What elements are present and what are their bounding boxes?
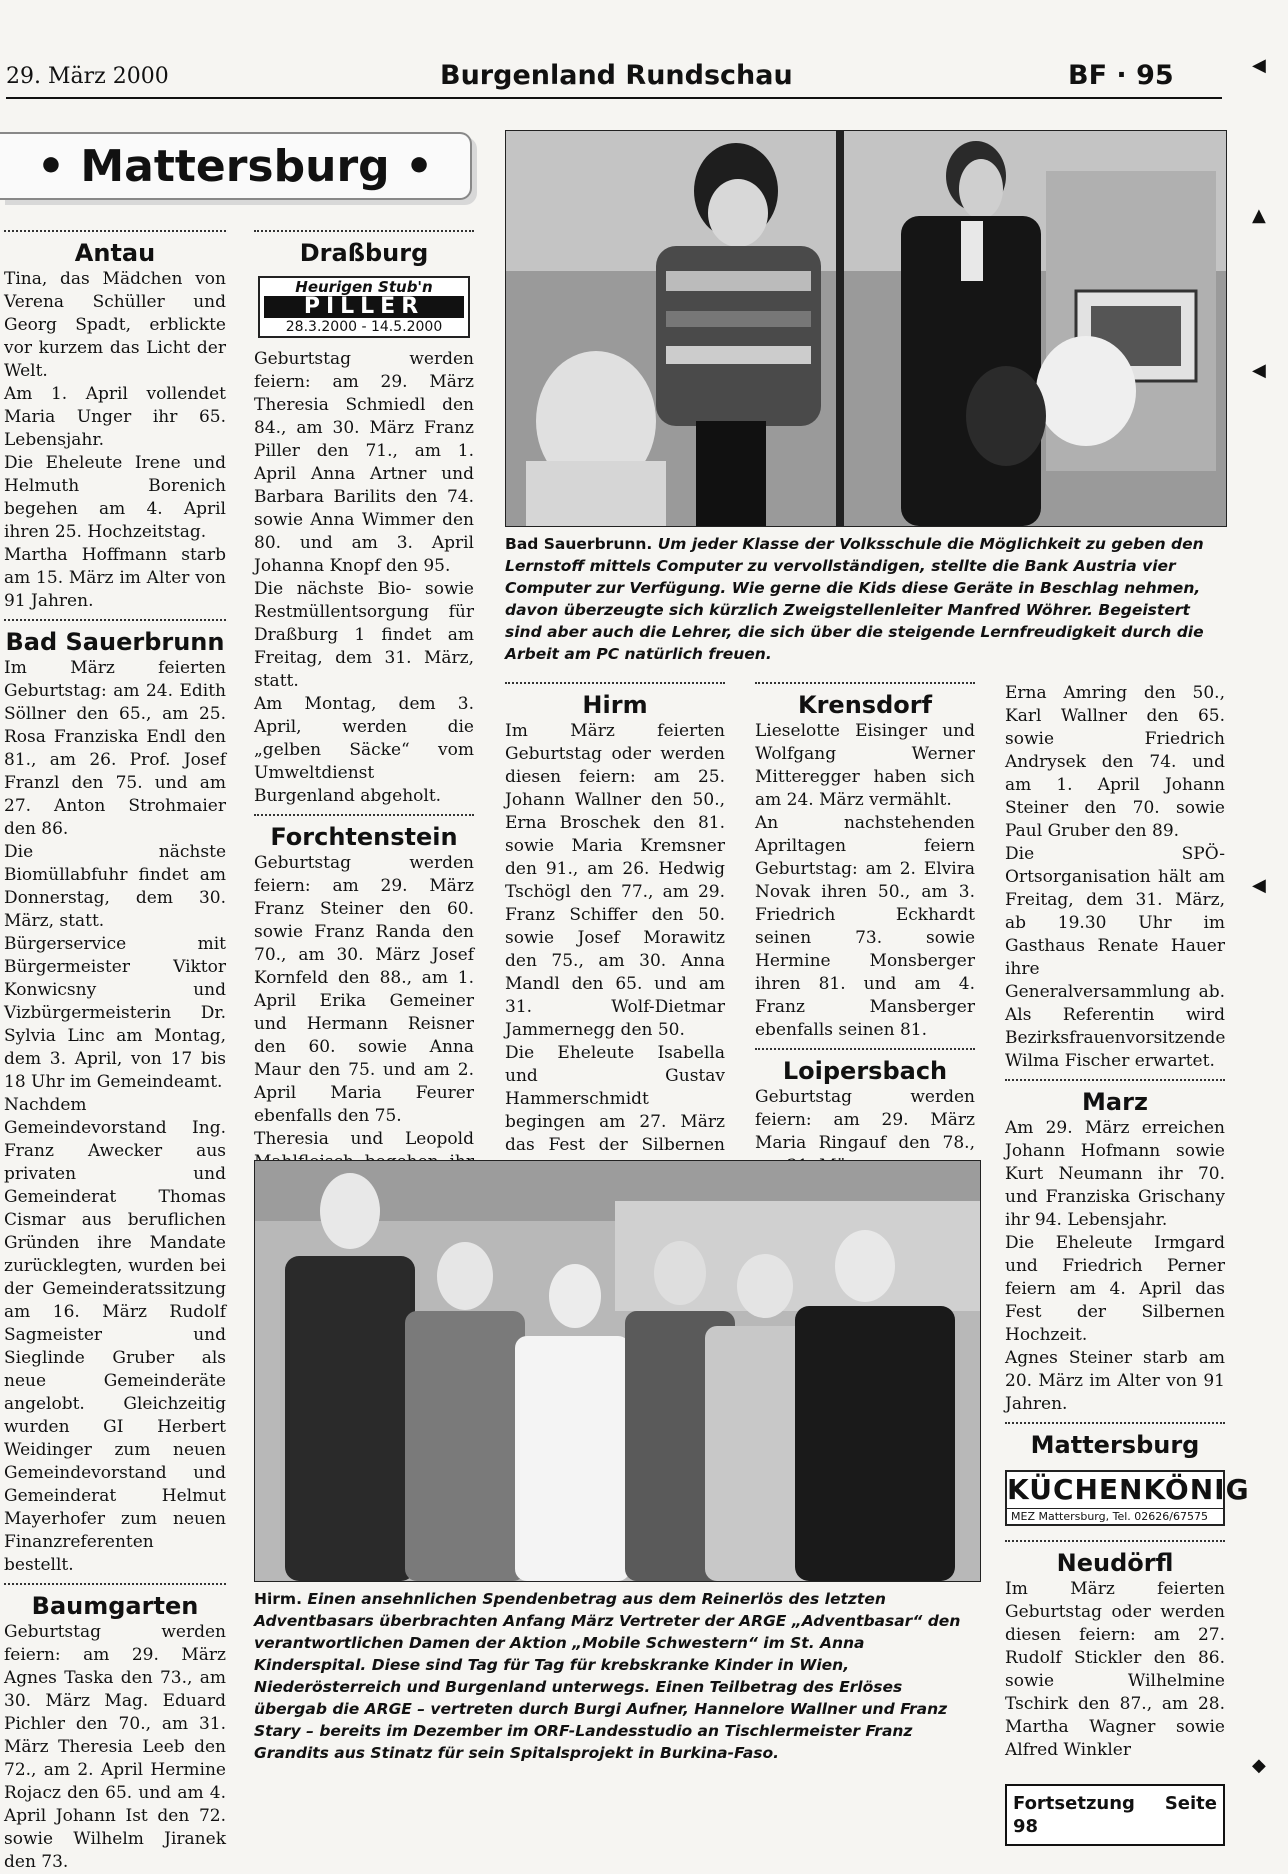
- article-loipersbach: Geburtstag werden feiern: am 29. März Maria Ringauf den 78.,: [755, 1087, 975, 1153]
- ad-kk-line1: KÜCHENKÖNIG: [1007, 1473, 1250, 1506]
- column-5: [1005, 682, 1250, 1846]
- newspaper-title: Burgenland Rundschau: [440, 60, 793, 91]
- ad-piller-line3: 28.3.2000 - 14.5.2000: [285, 319, 443, 335]
- article-neudoerfl: Im März feierten Geburtstag oder werden diesen feiern: am 27. Rudolf Stickler den 86. sowie Wilhelmine Tschirk den 87., am 28. Martha Wagner sowie Alfred Winkler: [1005, 1579, 1225, 1760]
- article-loipersbach-continued: Erna Amring den 50., Karl Wallner den 65. sowie Friedrich Andrysek den 74. und am 1. April Johann Steiner den 70. sowie Paul Gruber den 89. Die SPÖ-Ortsorganisation hält am Freitag, dem 31. März, ab 19.30 Uhr im Gasthaus Renate Hauer ihre Generalversammlung ab. Als Referentin wird Bezirksfrauenvorsitzende Wilma Fischer erwartet.: [1005, 683, 1226, 1071]
- heading-antau: Antau: [4, 230, 226, 268]
- heading-bad-sauerbrunn: Bad Sauerbrunn: [4, 619, 226, 657]
- heading-marz: Marz: [1005, 1079, 1225, 1117]
- heading-loipersbach: Loipersbach: [755, 1048, 975, 1086]
- ad-piller-line2: PILLER: [264, 296, 464, 318]
- ad-kk-line2: MEZ Mattersburg, Tel. 02626/67575: [1007, 1508, 1223, 1524]
- article-hirm: Im März feierten Geburtstag oder werden diesen feiern: am 25. Johann Wallner den 50., Erna Broschek den 81. sowie Maria Kremsner den 91., am 26. Hedwig Tschögl den 77., am 29. Franz Schiffer den 50. sowie Josef Morawitz den 75., am 30. Anna Mandl den 65. und am 31. Wolf-Dietmar Jammernegg den 50. Die Eheleute Isabella und Gustav Hammerschmidt begingen am 27. März das Fest der Silbernen: [505, 721, 725, 1155]
- ad-kuechenkoenig: [1005, 1470, 1250, 1526]
- header-rule: [6, 97, 1222, 99]
- heading-drassburg: Draßburg: [254, 230, 474, 268]
- scan-mark: ◀: [1252, 360, 1266, 381]
- caption2-text: Einen ansehnlichen Spendenbetrag aus dem Reinerlös des letzten Adventbasars überbrachten Anfang März Vertreter der ARGE „Adventbasar“ den verantwortlichen Damen der Aktion „Mobile Schwestern“ im St. Anna Kinderspital. Diese sind Tag für Tag für krebskranke Kinder in Wien, Niederösterreich und Burgenland unterwegs. Einen Teilbetrag des Erlöses übergab die ARGE – vertreten durch Burgi Aufner, Hannelore Wallner und Franz Stary – bereits im Dezember im ORF-Landesstudio an Tischlermeister Franz Grandits aus Stinatz für sein Spitalsprojekt in Burkina-Faso.: [254, 1590, 961, 1762]
- column-3: [505, 682, 725, 1180]
- issue-date: 29. März 2000: [6, 64, 169, 89]
- article-bad-sauerbrunn: Im März feierten Geburtstag: am 24. Edith Söllner den 65., am 25. Rosa Franziska Endl den 81., am 26. Prof. Josef Franzl den 75. und am 27. Anton Strohmaier den 86. Die nächste Biomüllabfuhr findet am Donnerstag, dem 30. März, statt. Bürgerservice mit Bürgermeister Viktor Konwicsny und Vizbürgermeisterin Dr. Sylvia Linc am Montag, dem 3. April, von 17 bis 18 Uhr im Gemeindeamt. Nachdem Gemeindevorstand Ing. Franz Awecker aus privaten und Gemeinderat Thomas Cismar aus beruflichen Gründen ihre Mandate zurücklegten, wurden bei der Gemeinderatssitzung am 16. März Rudolf Sagmeister und Sieglinde Gruber als neue Gemeinderäte angelobt. Gleichzeitig wurden GI Herbert Weidinger zum neuen Gemeindevorstand und Gemeinderat Helmut Mayerhofer zum neuen Finanzreferenten bestellt.: [4, 658, 226, 1575]
- heading-hirm: Hirm: [505, 682, 725, 720]
- scan-mark: ◀: [1252, 55, 1266, 76]
- heading-mattersburg: Mattersburg: [1005, 1422, 1225, 1460]
- ad-piller-line1: Heurigen Stub'n: [295, 278, 433, 296]
- photo-computer-class-caption: [505, 533, 1225, 665]
- caption1-text: Um jeder Klasse der Volksschule die Möglichkeit zu geben den Lernstoff mittels Computer zu vervollständigen, stellte die Bank Austria vier Computer zur Verfügung. Wie gerne die Kids diese Geräte in Beschlag nehmen, davon überzeugte sich kürzlich Zweigstellenleiter Manfred Wöhrer. Begeistert sind aber auch die Lehrer, die sich über die steigende Lernfreudigkeit durch die Arbeit am PC natürlich freuen.: [505, 535, 1204, 663]
- heading-krensdorf: Krensdorf: [755, 682, 975, 720]
- article-forchtenstein: Geburtstag werden feiern: am 29. März Franz Steiner den 60. sowie Franz Randa den 70., am 30. März Josef Kornfeld den 88., am 1. April Erika Gemeiner und Hermann Reisner den 60. sowie Anna Maur den 75. und am 2. April Maria Feurer ebenfalls den 75. Theresia und Leopold: [254, 853, 474, 1149]
- article-marz: Am 29. März erreichen Johann Hofmann sowie Kurt Neumann ihr 70. und Franziska Grischany ihr 94. Lebensjahr. Die Eheleute Irmgard und Friedrich Perner feiern am 4. April das Fest der Silbernen Hochzeit. Agnes Steiner starb am 20. März im Alter von 91 Jahren.: [1005, 1118, 1225, 1414]
- section-banner: • Mattersburg •: [0, 132, 472, 200]
- caption2-place: Hirm.: [254, 1590, 302, 1608]
- photo-group-donation: [254, 1160, 981, 1582]
- page-number: BF · 95: [1068, 60, 1174, 91]
- article-baumgarten: Geburtstag werden feiern: am 29. März Agnes Taska den 73., am 30. März Mag. Eduard Pichler den 70., am 31. März Theresia Leeb den 72., am 2. April Hermine Rojacz den 65. und am 4. April Johann Ist den 72. sowie Wilhelm Jiranek den 73.: [4, 1622, 226, 1872]
- column-4: [755, 682, 975, 1178]
- scan-mark: ◀: [1252, 875, 1266, 896]
- article-drassburg: Geburtstag werden feiern: am 29. März Theresia Schmiedl den 84., am 30. März Franz Piller den 71., am 1. April Anna Artner und Barbara Barilits den 74. sowie Anna Wimmer den 80. und am 3. April Johanna Knopf den 95. Die nächste Bio- sowie Restmüllentsorgung für Draßburg 1 findet am Freitag, dem 31. März, statt. Am Montag, dem 3. April, werden die „gelben Säcke“ vom Umweltdienst Burgenland abgeholt.: [254, 349, 474, 806]
- continuation-note: Fortsetzung Seite 98: [1005, 1784, 1225, 1846]
- photo-computer-class: [505, 130, 1227, 527]
- heading-neudoerfl: Neudörfl: [1005, 1540, 1225, 1578]
- caption1-place: Bad Sauerbrunn.: [505, 535, 653, 553]
- column-2: [254, 230, 474, 1197]
- scan-mark: ▲: [1252, 205, 1266, 226]
- photo-group-donation-image: [255, 1161, 980, 1581]
- article-antau: Tina, das Mädchen von Verena Schüller und Georg Spadt, erblickte vor kurzem das Licht der Welt. Am 1. April vollendet Maria Unger ihr 65. Lebensjahr. Die Eheleute Irene und Helmuth Borenich begehen am 4. April ihren 25. Hochzeitstag. Martha Hoffmann starb am 15. März im Alter von 91 Jahren.: [4, 269, 226, 611]
- heading-forchtenstein: Forchtenstein: [254, 814, 474, 852]
- article-krensdorf: Lieselotte Eisinger und Wolfgang Werner Mitteregger haben sich am 24. März vermählt. An nachstehenden Apriltagen feiern Geburtstag: am 2. Elvira Novak ihren 50., am 3. Friedrich Eckhardt seinen 73. sowie Hermine Monsberger ihren 81. und am 4. Franz Mansberger ebenfalls seinen 81.: [755, 721, 975, 1040]
- column-1: [4, 230, 226, 1874]
- photo-group-donation-caption: [254, 1588, 979, 1764]
- scan-mark: ◆: [1252, 1755, 1266, 1776]
- heading-baumgarten: Baumgarten: [4, 1583, 226, 1621]
- ad-heurigen-piller: [258, 276, 470, 338]
- photo-computer-class-image: [506, 131, 1226, 526]
